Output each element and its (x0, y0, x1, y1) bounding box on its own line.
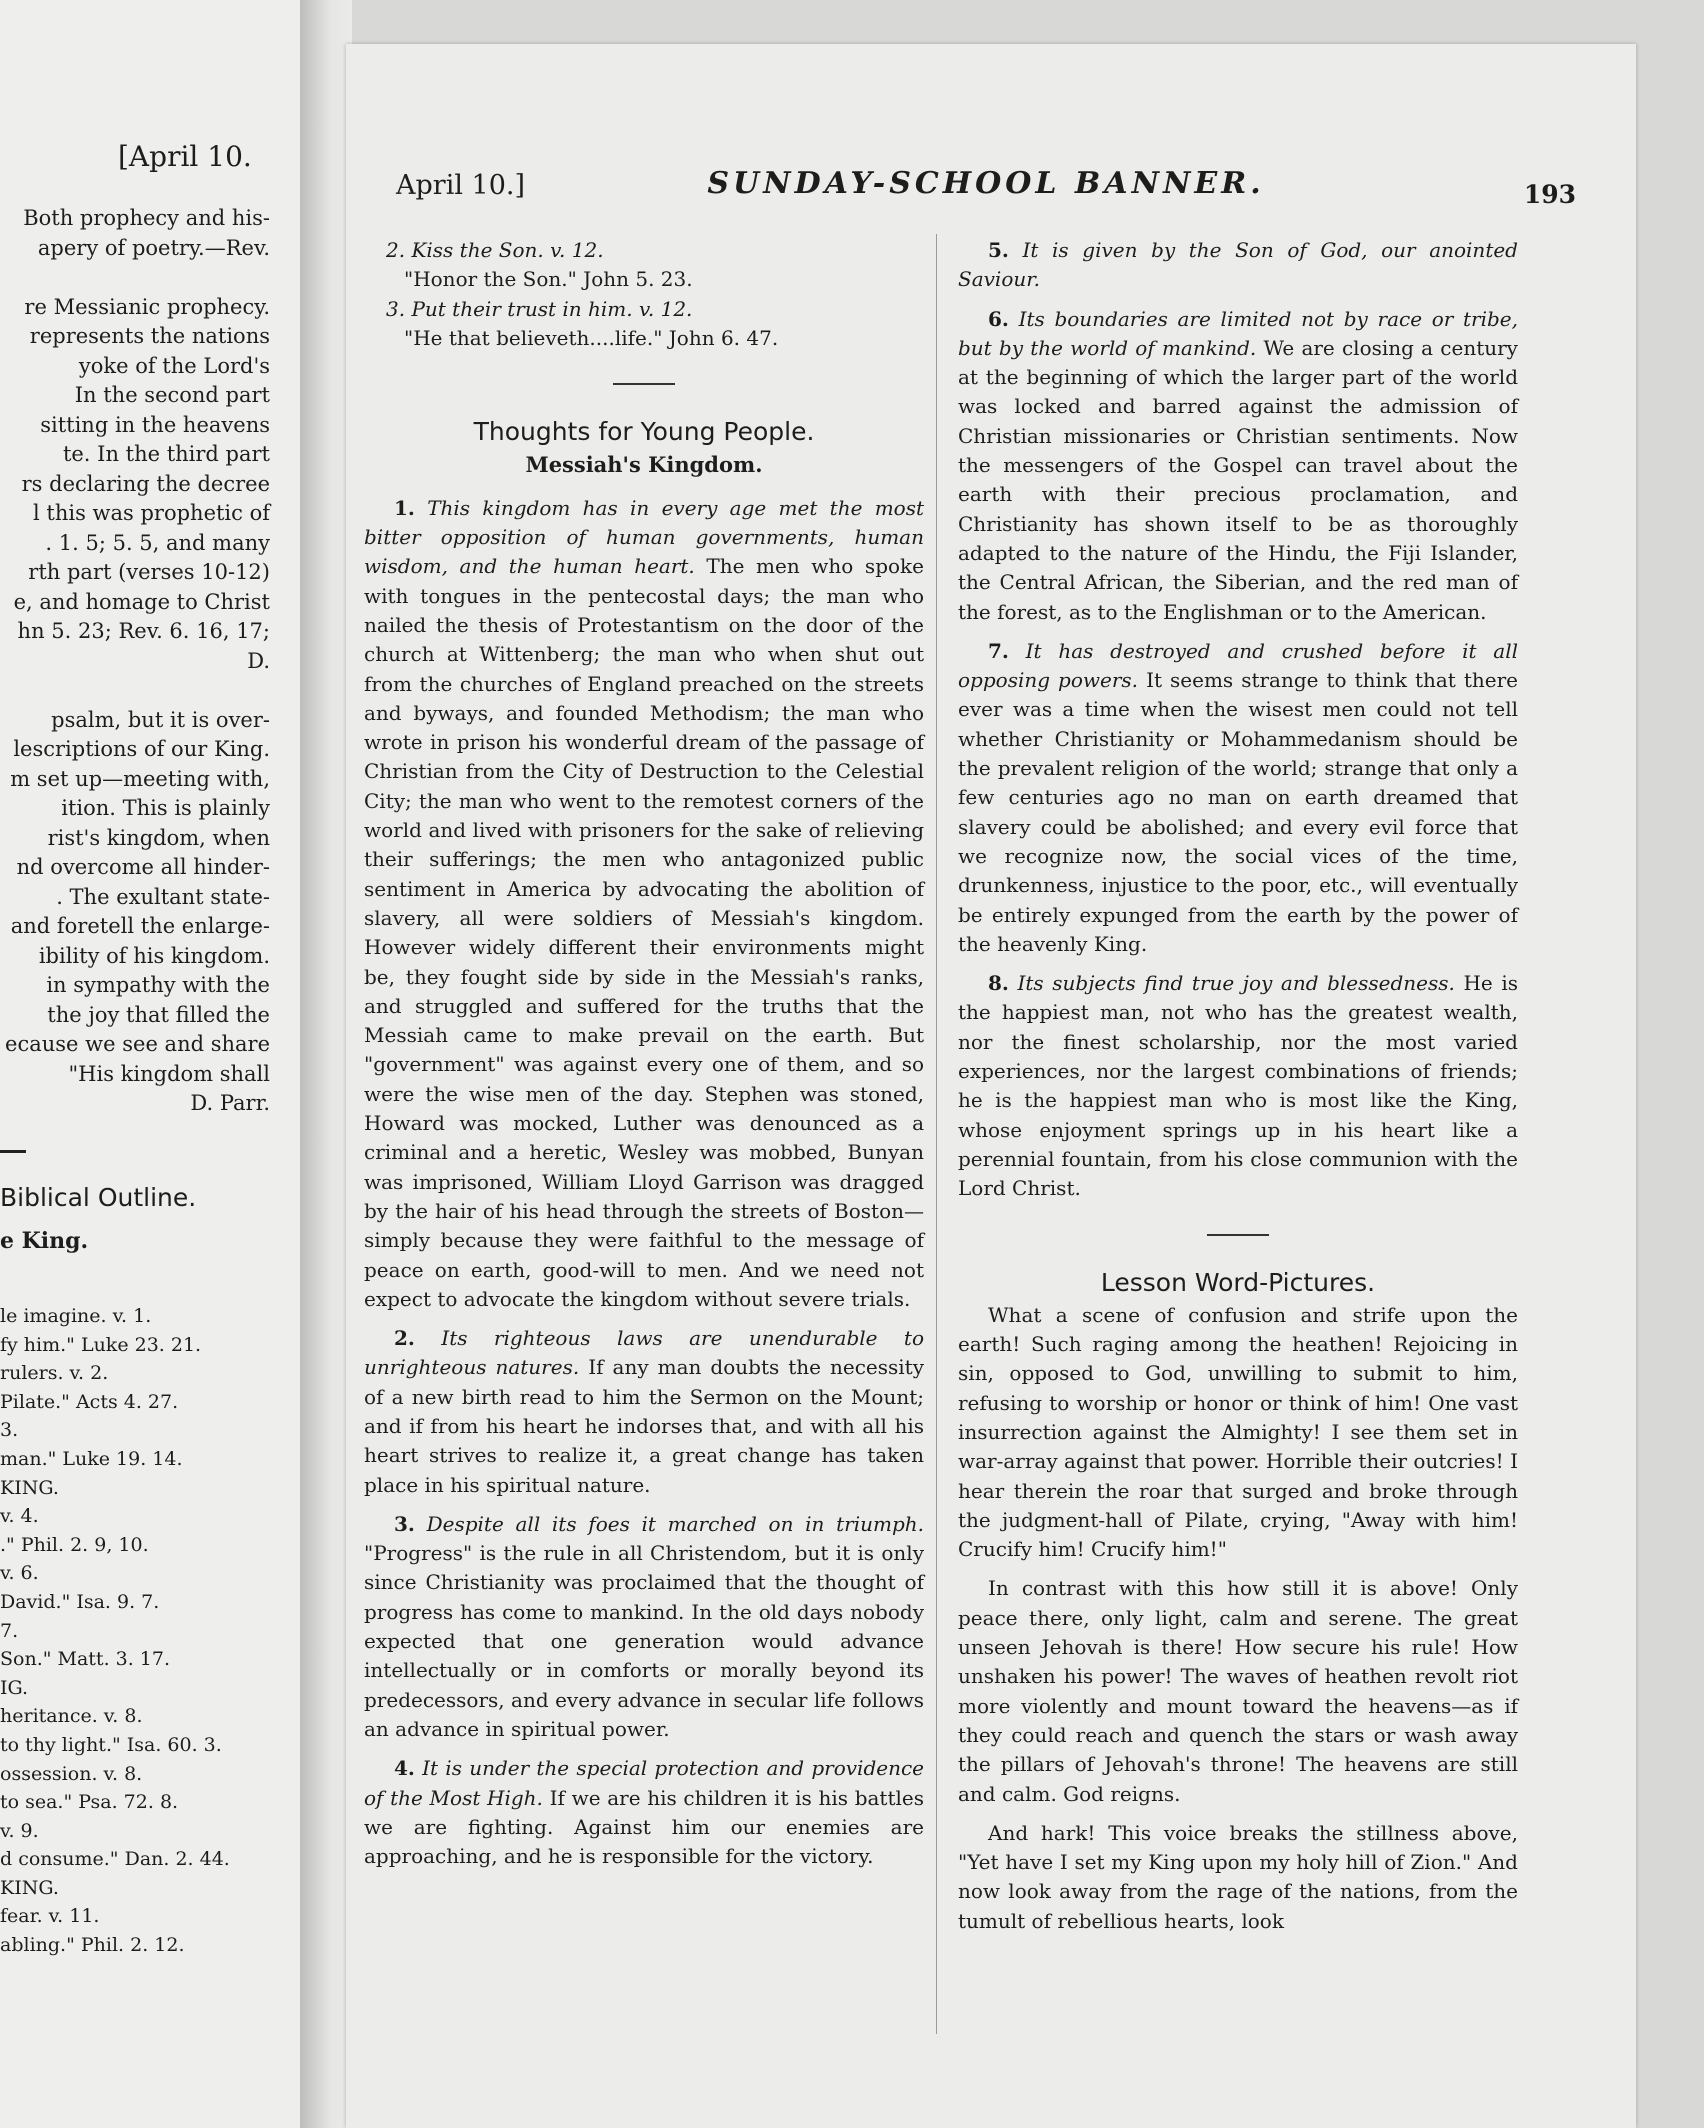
left-page-reference: to thy light." Isa. 60. 3. (0, 1733, 222, 1756)
point-number: 4. (394, 1756, 415, 1781)
column-divider (936, 234, 937, 2034)
point-paragraph (364, 1510, 924, 1744)
left-page-line: l this was prophetic of (33, 501, 270, 525)
left-page-text (0, 204, 270, 1119)
reference-lead: 2. Kiss the Son. v. 12. (386, 238, 604, 262)
reference-list (364, 236, 924, 353)
left-page-reference: Pilate." Acts 4. 27. (0, 1390, 179, 1413)
point-number: 3. (394, 1511, 415, 1536)
section-subtitle: Messiah's Kingdom. (525, 452, 763, 478)
section-rule (1207, 1234, 1269, 1236)
left-page-reference: 7. (0, 1619, 19, 1642)
left-page-line: apery of poetry.—Rev. (37, 235, 270, 260)
point-number: 6. (988, 306, 1009, 331)
body-paragraph: In contrast with this how still it is above! Only peace there, only light, calm and serene. The great unseen Jehovah is there! How secure his rule! How unshaken his power! The waves of heathen revolt riot more violently and mount toward the heavens—as if they could reach and quench the stars or wash away the pillars of Jehovah's throne! The heavens are still and calm. God reigns. (958, 1576, 1518, 1806)
left-page-line (0, 263, 270, 293)
point-lead: It is under the special protection and providence of the Most High. (364, 1756, 924, 1810)
body-paragraph: And hark! This voice breaks the stillness above, "Yet have I set my King upon my holy hill of Zion." And now look away from the rage of the nations, from the tumult of rebellious hearts, look (958, 1820, 1518, 1933)
left-page-reference: to sea." Psa. 72. 8. (0, 1791, 179, 1814)
left-page-header: [April 10. (118, 140, 252, 173)
left-page-outline-title: Biblical Outline. (0, 1183, 197, 1212)
left-page-reference: fear. v. 11. (0, 1905, 100, 1928)
left-page-line: in sympathy with the (46, 973, 270, 997)
point-lead: Its righteous laws are unendurable to unrighteous natures. (364, 1326, 924, 1380)
left-page-line: lescriptions of our King. (13, 737, 270, 761)
left-page-line: te. In the third part (62, 442, 270, 466)
section-title: Thoughts for Young People. (473, 417, 815, 447)
left-page-reference: man." Luke 19. 14. (0, 1447, 183, 1470)
left-page-reference: le imagine. v. 1. (0, 1305, 152, 1327)
right-page (346, 44, 1636, 2128)
page-number: 193 (1523, 180, 1576, 209)
point-body: If any man doubts the necessity of a new birth read to him the Sermon on the Mount; and if from his heart he indorses that, and with all his heart strives to realize it, a great change has taken place in his spiritual nature. (364, 1355, 925, 1497)
left-page-line: re Messianic prophecy. (24, 294, 270, 319)
point-lead: It has destroyed and crushed before it all opposing powers. (958, 638, 1518, 693)
point-paragraph (958, 969, 1518, 1203)
left-page-line: psalm, but it is over- (51, 707, 270, 732)
left-page-line: and foretell the enlarge- (10, 914, 270, 938)
reference-quote: "Honor the Son." John 5. 23. (404, 267, 693, 292)
left-page-rule (0, 1150, 26, 1153)
point-paragraph (958, 305, 1518, 627)
point-body: If we are his children it is his battles we are fighting. Against him our enemies are approaching, and he is responsible for the victory. (364, 1785, 925, 1869)
left-page-outline-subtitle: e King. (0, 1228, 89, 1254)
left-page-line: the joy that filled the (47, 1002, 270, 1027)
left-page-line: ecause we see and share (5, 1032, 270, 1056)
point-number: 2. (394, 1326, 415, 1351)
point-paragraph (958, 637, 1518, 959)
book-gutter (300, 0, 352, 2128)
point-lead: Its subjects find true joy and blessedness. (1017, 971, 1455, 996)
left-page-line: e, and homage to Christ (13, 589, 270, 614)
left-page-reference: KING. (0, 1476, 59, 1499)
point-paragraph (958, 236, 1518, 295)
point-number: 7. (988, 638, 1009, 663)
left-page-line: m set up—meeting with, (10, 766, 270, 791)
left-page-line: sitting in the heavens (40, 412, 270, 437)
left-page-line: "His kingdom shall (68, 1061, 270, 1086)
left-page-reference: ossession. v. 8. (0, 1762, 143, 1785)
point-paragraph (364, 1754, 924, 1871)
point-number: 1. (394, 495, 415, 520)
body-paragraph: What a scene of confusion and strife upon the earth! Such raging among the heathen! Rejoicing in sin, opposed to God, unwilling to submit to him, refusing to worship or honor or think of him! One vast insurrection against the Almighty! I see them set in war-array against that power. Horrible their outcries! I hear therein the roar that surged and broke through the judgment-hall of Pilate, crying, "Away with him! Crucify him! Crucify him!" (958, 1302, 1518, 1562)
left-page-line: ibility of his kingdom. (38, 943, 270, 968)
left-page-line: . The exultant state- (56, 884, 270, 909)
point-lead: It is given by the Son of God, our anointed Saviour. (958, 238, 1518, 292)
point-body: "Progress" is the rule in all Christendom, but it is only since Christianity was proclaimed that the thought of progress has come to mankind. In the old days nobody expected that one generation would advance intellectually or in comforts or morally beyond its predecessors, and every advance in secular life follows an advance in spiritual power. (364, 1541, 924, 1741)
left-page-line: represents the nations (29, 324, 270, 348)
left-page (0, 0, 300, 2128)
point-body: The men who spoke with tongues in the pentecostal days; the man who nailed the thesis of Protestantism on the door of the church at Wittenberg; the man who when shut out from the churches of England preached on the streets and byways, and founded Methodism; the man who wrote in prison his wonderful dream of the passage of Christian from the City of Destruction to the Celestial City; the man who went to the remotest corners of the world and lived with prisoners for the sake of relieving their sufferings; the men who antagonized public sentiment in America by advocating the abolition of slavery, all were soldiers of Messiah's kingdom. However widely different their environments might be, they fought side by side in the Messiah's ranks, and struggled and suffered for the truths that the Messiah came to make prevail on the earth. But "government" was against every one of them, and so were the wise men of the day. Stephen was stoned, Howard was mocked, Luther was denounced as a criminal and a heretic, Wesley was mobbed, Bunyan was imprisoned, William Lloyd Garrison was dragged by the hair of his head through the streets of Boston—simply because they were faithful to the message of peace on earth, good-will to men. And we need not expect to advocate the kingdom without severe trials. (364, 554, 924, 1311)
left-page-line: D. Parr. (190, 1091, 270, 1115)
left-page-reference: d consume." Dan. 2. 44. (0, 1848, 230, 1871)
left-page-reference: 3. (0, 1419, 19, 1442)
left-page-line: In the second part (74, 383, 270, 407)
left-page-line: hn 5. 23; Rev. 6. 16, 17; (17, 619, 270, 643)
left-page-reference: abling." Phil. 2. 12. (0, 1934, 185, 1957)
page-header (396, 164, 1576, 214)
left-page-reference: fy him." Luke 23. 21. (0, 1333, 202, 1356)
left-page-reference: heritance. v. 8. (0, 1705, 143, 1728)
page-date: April 10.] (396, 170, 526, 201)
section-title: Lesson Word-Pictures. (1100, 1267, 1376, 1297)
left-page-reference: v. 6. (0, 1562, 39, 1585)
reference-quote: "He that believeth....life." John 6. 47. (404, 325, 779, 350)
point-number: 5. (988, 238, 1009, 262)
left-page-line: Both prophecy and his- (23, 206, 270, 230)
left-column (364, 236, 924, 1881)
left-page-line: rs declaring the decree (21, 471, 270, 496)
point-number: 8. (988, 971, 1009, 996)
left-page-line: ition. This is plainly (61, 796, 270, 820)
point-body: It seems strange to think that there ever was a time when the wisest men could not tell whether Christianity or Mohammedanism should be the prevalent religion of the world; strange that only a few centuries ago no man on earth dreamed that slavery could be abolished; and every evil force that we recognize now, the social vices of the time, drunkenness, injustice to the poor, etc., will eventually be entirely expunged from the earth by the power of the heavenly King. (958, 668, 1518, 956)
point-lead: Despite all its foes it marched on in triumph. (426, 1511, 924, 1536)
reference-lead: 3. Put their trust in him. v. 12. (386, 296, 693, 321)
point-paragraph (364, 1324, 924, 1500)
publication-title: SUNDAY-SCHOOL BANNER. (707, 166, 1265, 201)
left-page-reference: ." Phil. 2. 9, 10. (0, 1533, 149, 1556)
left-page-line: rist's kingdom, when (47, 825, 270, 850)
left-page-reference: KING. (0, 1876, 59, 1899)
point-body: We are closing a century at the beginning of which the larger part of the world was locked and barred against the admission of Christian missionaries or Christian sentiments. Now the messengers of the Gospel can travel about the earth with their precious proclamation, and Christianity has shown itself to be as thoroughly adapted to the nature of the Hindu, the Fiji Islander, the Central African, the Siberian, and the red man of the forest, as to the Englishman or to the American. (958, 335, 1518, 624)
left-page-references (0, 1302, 270, 1960)
left-page-reference: v. 4. (0, 1505, 39, 1528)
right-column (958, 236, 1518, 1946)
left-page-line: nd overcome all hinder- (16, 855, 270, 879)
left-page-reference: Son." Matt. 3. 17. (0, 1648, 171, 1671)
section-rule (613, 383, 675, 385)
left-page-reference: rulers. v. 2. (0, 1362, 109, 1385)
left-page-line (0, 676, 270, 706)
left-page-reference: David." Isa. 9. 7. (0, 1590, 160, 1613)
left-page-reference: IG. (0, 1676, 29, 1699)
left-page-line: rth part (verses 10-12) (28, 560, 270, 584)
left-page-line: . 1. 5; 5. 5, and many (45, 530, 270, 555)
left-page-line: D. (247, 648, 270, 673)
point-body: He is the happiest man, not who has the greatest wealth, nor the finest scholarship, nor the most varied experiences, nor the largest combinations of friends; he is the happiest man who is most like the King, whose enjoyment springs up in his heart like a perennial fountain, from his close communion with the Lord Christ. (958, 971, 1518, 1201)
left-page-reference: v. 9. (0, 1819, 39, 1842)
point-lead: This kingdom has in every age met the most bitter opposition of human governments, human wisdom, and the human heart. (364, 495, 925, 579)
left-page-line: yoke of the Lord's (78, 353, 270, 378)
point-paragraph (364, 494, 924, 1314)
point-lead: Its boundaries are limited not by race or tribe, but by the world of mankind. (958, 306, 1518, 360)
